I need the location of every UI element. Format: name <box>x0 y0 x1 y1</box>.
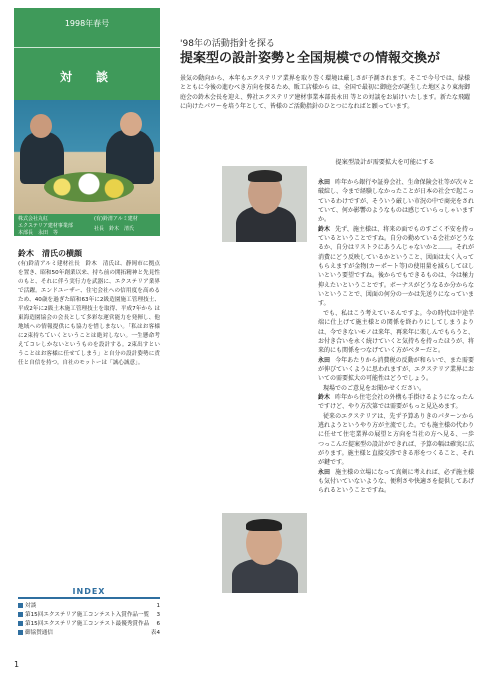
portrait-suzuki-hair <box>248 170 282 182</box>
index-divider <box>18 597 160 599</box>
caption-right-name: 社長 鈴木 清氏 <box>94 226 135 232</box>
person-right-head <box>120 112 142 136</box>
portrait-nagata <box>222 513 307 593</box>
bullet-icon <box>18 621 23 626</box>
index-item[interactable]: 第15回エクステリア施工コンテスト入賞作品一覧 3 <box>18 611 160 619</box>
page-number: 1 <box>14 660 20 669</box>
profile-body: (有)鈴清アルミ建材社長 鈴木 清氏は、静岡市に拠点を置き、昭和50年創業以来、持ち前の開拓精神と先見性のもと、それに伴う実行力を武器に、エクステリア業界で活躍。エンドユーザー、住宅会社への信用度を高めるため、40歳を過ぎた昭和63年に2級造園施工管理技士、平成2年に2級土木施工管理技士を取得、平成7年から は東海造園協会の会長として多彩な運営能力を発揮し、他地域への情報提供にも協力を惜しまない。「私はお客様に2束持ちていくということは絶対しない。一生懸命考えてコレしかないというものを設計する。2束出すということはお客様に任せてしまう」と自分の設計姿勢に責任と自信を持つ。自社のモットーは「誠心誠意」。 <box>18 261 160 366</box>
caption-left-org: 株式会社丸紅 エクステリア建材事業部 <box>18 216 73 229</box>
index-title: INDEX <box>72 587 106 596</box>
issue-label: 1998年春号 <box>64 19 110 28</box>
portrait-suzuki <box>222 166 307 242</box>
dialogue-turn: 現場でのご意見をお聞かせください。 <box>323 384 426 392</box>
flower-arrangement <box>44 172 134 202</box>
feature-title: 対 談 <box>59 70 114 84</box>
person-left-head <box>30 114 52 138</box>
dialogue-turn: 従来のエクステリアは、先ず予算ありきのパターンから逃れようというやり方が主流でした。でも施主様の代わりに任せて住宅業界の展望と方向を当社の方へ見る、一歩つっこんだ提案型の設計ができれば、予算の幅は確実に広がります。施主様と直接交渉できる形をつくること、それが鍵です。 <box>318 412 475 467</box>
header-divider <box>14 47 160 48</box>
section-heading: 提案型設計が需要拡大を可能にする <box>335 159 435 166</box>
portrait-nagata-hair <box>246 519 282 531</box>
profile-title: 鈴木 清氏の横顔 <box>18 249 82 258</box>
article-title: 提案型の設計姿勢と全国規模での情報交換が <box>180 51 441 66</box>
index-item[interactable]: 第15回エクステリア施工コンテスト最優秀賞作品 6 <box>18 620 160 628</box>
dialogue-turn: 永田 昨年から銀行や証券会社、生命保険会社等が次々と破綻し、今まで経験しなかったことが日本の社会で起こっているわけですが、そういう厳しい市況の中で商売をされていて、何か影響のようなものは感じていらっしゃいますか。 <box>318 179 475 224</box>
dialogue <box>318 178 474 496</box>
caption-left-name: 本部長 永田 等 <box>18 230 59 236</box>
article-intro: 景気の動向から、本年もエクステリア業界を取り巻く環境は厳しさが予測されます。そこで今号では、緑様とともに今後の進むべき方向を探るため、販工店様から は、全国で最初に御庭会が誕生した地区より東海御庭会の鈴木会長を迎え、弊社エクステリア建材事業本部長永田 等との対談をお届けいたします。新たな飛躍に向けたパワーを培う年として、皆様のご活動指針のひとつになればと願っています。 <box>180 75 470 111</box>
article-subtitle: '98年の活動指針を探る <box>180 39 275 49</box>
dialogue-turn: 鈴木 先ず、施主様は、将来の面でものすごく不安を持っているということですね。自分の勤めている会社がどうなるか、自分はリストラにあうんじゃないかと……。それが消費にどう反映しているかということ、図面は太く入ってもらえますが金物(カーポート等)の使用量を減らしてほしいという要望ですね。後からでもできるものは、今は極力抑えたいということです。ボーナスがどうなるか分からないということで、図面の何分の一かは先送りになっています。 <box>318 225 475 308</box>
dialogue-turn: 永田 今年あたりから消費税の反動が和らいで、また需要が伸びていくように思われますが、エクステリア業界においての需要拡大の可能性はどうでしょう。 <box>318 356 474 383</box>
index-item[interactable]: 御協賛通信 表4 <box>18 629 160 637</box>
bullet-icon <box>18 630 23 635</box>
caption-right-org: (有)鈴清アルミ建材 <box>94 216 138 222</box>
bullet-icon <box>18 612 23 617</box>
photo-caption-band <box>14 214 160 236</box>
dialogue-turn: 永田 施主様の立場になって真剣に考えれば、必ず施主様も気付いていないような、便利さや快適さを提供してあげられるということですね。 <box>318 468 475 495</box>
dialogue-turn: でも、私はこう考えているんですよ。今の時代は中途半端に仕上げて施主様との関係を終わりにしてしまうよりは、今できないモノは来年、再来年に楽しんでもらうと、お付き合いを永く続けていくと気持ちを持ったほうが、将来的にも関係をつなげていく方がベターだと。 <box>318 309 475 355</box>
green-header-band <box>14 8 160 100</box>
index-item[interactable]: 対談 1 <box>18 602 160 610</box>
bullet-icon <box>18 603 23 608</box>
interview-photo <box>14 100 160 214</box>
dialogue-turn: 鈴木 昨年から住宅会社の外構も手掛けるようになったんですけど、やり方次第では需要がもっと見込めます。 <box>318 393 474 411</box>
